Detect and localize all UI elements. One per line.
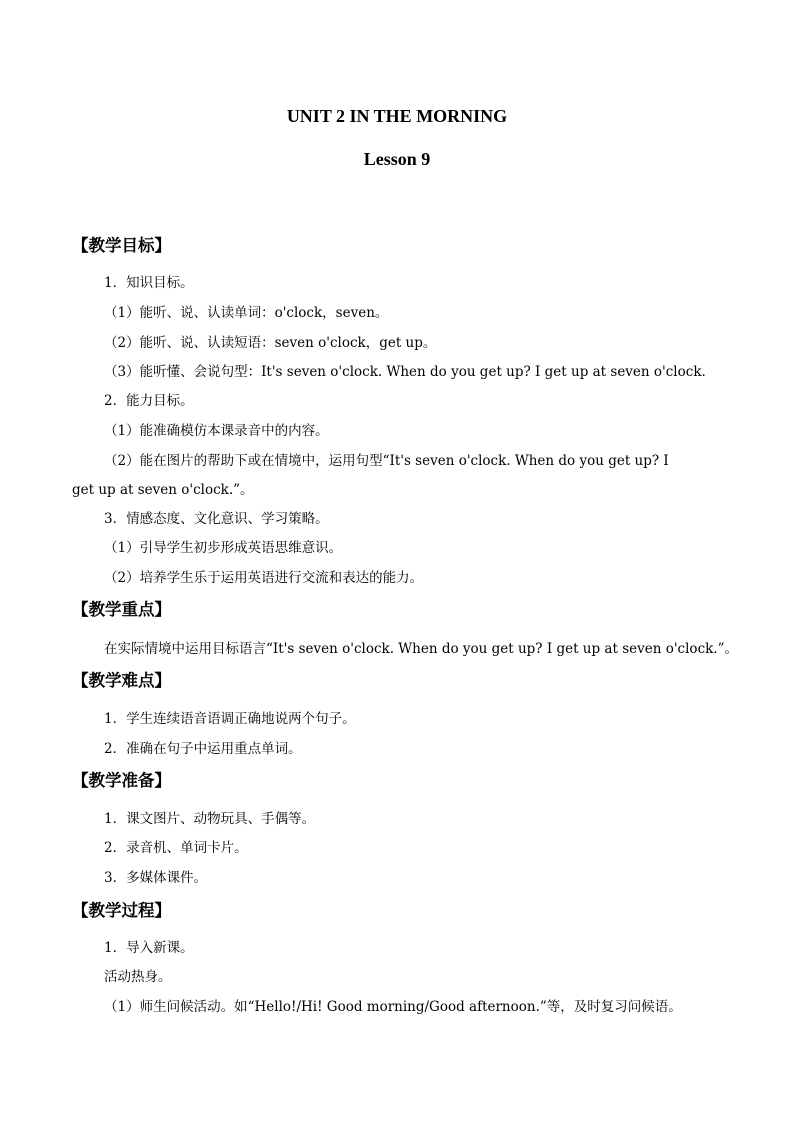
goals-line: （1）能听、说、认读单词：o'clock，seven。 [104, 305, 389, 321]
difficulties-line: 1．学生连续语音语调正确地说两个句子。 [104, 711, 356, 727]
key-points-heading: 【教学重点】 [72, 600, 171, 619]
goals-line: 1．知识目标。 [104, 275, 194, 291]
difficulties-line: 2．准确在句子中运用重点单词。 [104, 741, 302, 757]
preparation-heading: 【教学准备】 [72, 771, 171, 790]
goals-line: （2）培养学生乐于运用英语进行交流和表达的能力。 [104, 570, 424, 586]
lesson-title: Lesson 9 [363, 149, 431, 169]
goals-line: 2．能力目标。 [104, 393, 194, 409]
goals-line: get up at seven o'clock.”。 [72, 482, 254, 498]
difficulties-heading: 【教学难点】 [72, 671, 171, 690]
goals-line: （1）引导学生初步形成英语思维意识。 [104, 540, 343, 556]
preparation-line: 1．课文图片、动物玩具、手偶等。 [104, 811, 316, 827]
process-line: 1．导入新课。 [104, 940, 194, 956]
unit-title: UNIT 2 IN THE MORNING [286, 106, 508, 126]
process-line: （1）师生问候活动。如“Hello!/Hi! Good morning/Good afternoon.”等，及时复习问候语。 [104, 999, 682, 1015]
preparation-line: 2．录音机、单词卡片。 [104, 840, 248, 856]
preparation-line: 3．多媒体课件。 [104, 870, 208, 886]
goals-line: （2）能在图片的帮助下或在情境中，运用句型“It's seven o'clock. When do you get up? I [104, 453, 669, 469]
key-points-line: 在实际情境中运用目标语言“It's seven o'clock. When do you get up? I get up at seven o'clock.”。 [104, 641, 738, 657]
goals-line: （1）能准确模仿本课录音中的内容。 [104, 423, 329, 439]
goals-line: （2）能听、说、认读短语：seven o'clock，get up。 [104, 335, 437, 351]
process-line: 活动热身。 [104, 969, 172, 985]
goals-line: （3）能听懂、会说句型：It's seven o'clock. When do you get up? I get up at seven o'clock. [104, 364, 706, 380]
process-heading: 【教学过程】 [72, 901, 171, 920]
goals-line: 3．情感态度、文化意识、学习策略。 [104, 511, 329, 527]
goals-heading: 【教学目标】 [72, 236, 171, 255]
